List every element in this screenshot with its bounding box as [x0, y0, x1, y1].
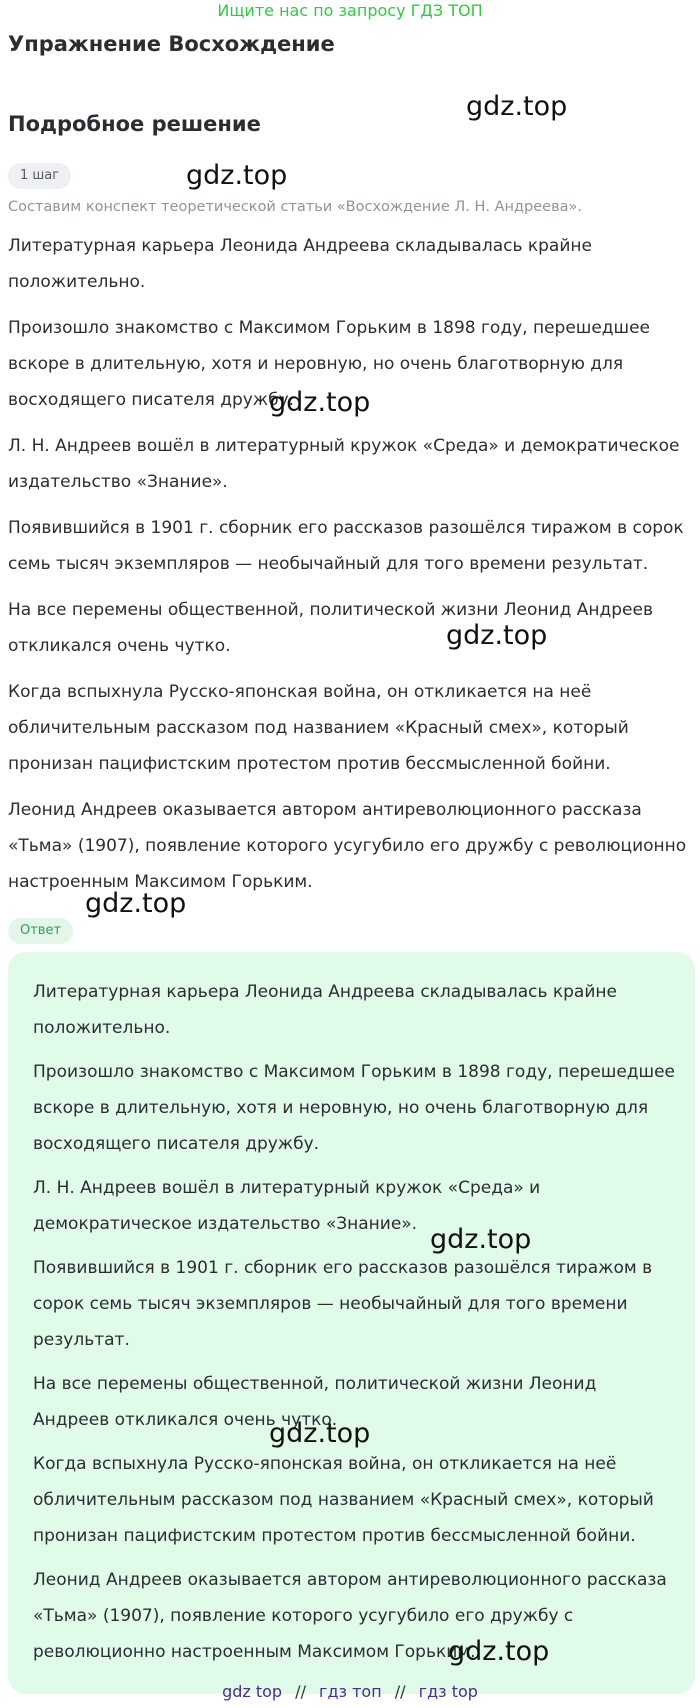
page-title: Упражнение Восхождение — [8, 32, 335, 56]
solution-paragraph: Леонид Андреев оказывается автором антиреволюционного рассказа «Тьма» (1907), появление которого усугубило его дружбу с революционно настроенным Максимом Горьким. — [8, 800, 687, 892]
watermark: gdz.top — [186, 160, 288, 191]
footer-link-gdz-top-ru[interactable]: гдз топ — [319, 1682, 382, 1701]
footer-separator: // — [394, 1682, 406, 1701]
section-title: Подробное решение — [8, 112, 261, 136]
footer-separator: // — [295, 1682, 306, 1701]
answer-paragraph: Леонид Андреев оказывается автором антиреволюционного рассказа «Тьма» (1907), появление которого усугубило его дружбу с революционно настроенным Максимом Горьким. — [33, 1570, 667, 1662]
answer-paragraph: Литературная карьера Леонида Андреева складывалась крайне положительно. — [33, 982, 617, 1038]
watermark: gdz.top — [269, 1418, 371, 1449]
answer-badge: Ответ — [8, 918, 73, 944]
footer-link-gdz-top[interactable]: gdz top — [222, 1682, 283, 1701]
solution-paragraph: Л. Н. Андреев вошёл в литературный кружок «Среда» и демократическое издательство «Знание». — [8, 436, 680, 492]
footer-links — [0, 1680, 700, 1704]
answer-paragraph: Когда вспыхнула Русско-японская война, он откликается на неё обличительным рассказом под названием «Красный смех», который пронизан пацифистским протестом против бессмысленной бойни. — [33, 1454, 654, 1546]
answer-box — [8, 952, 695, 1694]
solution-paragraph: На все перемены общественной, политической жизни Леонид Андреев откликался очень чутко. — [8, 600, 653, 656]
step-intro: Составим конспект теоретической статьи «Восхождение Л. Н. Андреева». — [8, 199, 582, 215]
solution-paragraph: Литературная карьера Леонида Андреева складывалась крайне положительно. — [8, 236, 592, 292]
solution-text — [8, 228, 692, 910]
answer-paragraph: Произошло знакомство с Максимом Горьким в 1898 году, перешедшее вскоре в длительную, хотя и неровную, но очень благотворную для восходящего писателя дружбу. — [33, 1062, 676, 1154]
solution-paragraph: Появившийся в 1901 г. сборник его рассказов разошёлся тиражом в сорок семь тысяч экземпляров — необычайный для того времени результат. — [8, 518, 684, 574]
answer-paragraph: Появившийся в 1901 г. сборник его рассказов разошёлся тиражом в сорок семь тысяч экземпляров — необычайный для того времени результат. — [33, 1258, 653, 1350]
watermark: gdz.top — [466, 91, 568, 122]
answer-paragraph: Л. Н. Андреев вошёл в литературный кружок «Среда» и демократическое издательство «Знание». — [33, 1178, 541, 1234]
watermark: gdz.top — [448, 1636, 550, 1667]
solution-paragraph: Произошло знакомство с Максимом Горьким в 1898 году, перешедшее вскоре в длительную, хотя и неровную, но очень благотворную для восходящего писателя дружбу. — [8, 318, 651, 410]
step-badge: 1 шаг — [8, 163, 71, 189]
watermark: gdz.top — [430, 1224, 532, 1255]
footer-link-gdz-top-mixed[interactable]: гдз top — [418, 1682, 478, 1701]
top-banner: Ищите нас по запросу ГДЗ ТОП — [217, 1, 483, 20]
watermark: gdz.top — [446, 620, 548, 651]
solution-paragraph: Когда вспыхнула Русско-японская война, он откликается на неё обличительным рассказом под названием «Красный смех», который пронизан пацифистским протестом против бессмысленной бойни. — [8, 682, 629, 774]
watermark: gdz.top — [85, 888, 187, 919]
watermark: gdz.top — [269, 387, 371, 418]
answer-paragraph: На все перемены общественной, политической жизни Леонид Андреев откликался очень чутко. — [33, 1374, 597, 1430]
